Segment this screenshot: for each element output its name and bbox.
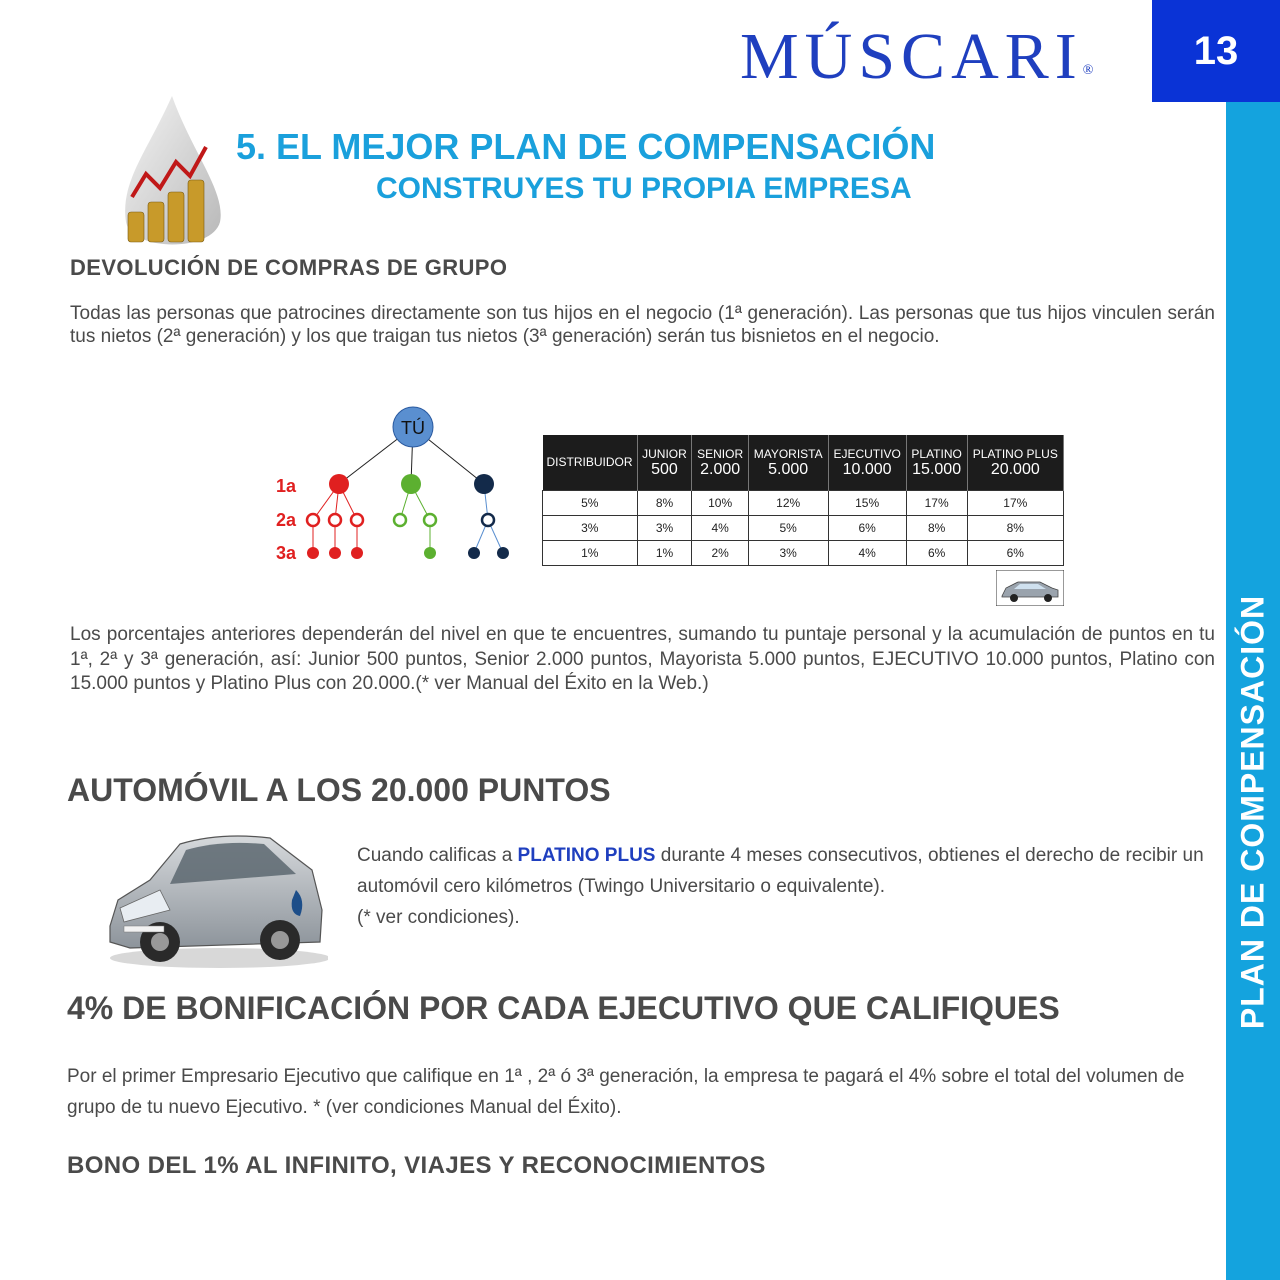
table-cell: 5% <box>748 515 828 540</box>
section-paragraph-generations: Todas las personas que patrocines directamente son tus hijos en el negocio (1ª generación). Las personas que tus hijos vinculen serán tus nietos (2ª generación) y los que traigan tus nietos (3ª generación) serán tus bisnietos en el negocio. <box>70 303 1215 347</box>
small-car-icon <box>996 570 1064 606</box>
tree-node <box>401 474 421 494</box>
car-conditions-note: (* ver condiciones). <box>357 907 520 928</box>
table-cell: 3% <box>748 540 828 565</box>
tree-node <box>351 514 363 526</box>
table-cell: 12% <box>748 490 828 515</box>
tree-level-1: 1a <box>275 476 296 496</box>
tree-node <box>394 514 406 526</box>
car-text-after: durante 4 meses consecutivos, obtienes el derecho de recibir un automóvil cero kilómetros (Twingo Universitario o equivalente). <box>357 845 1204 897</box>
page-number: 13 <box>1152 0 1280 102</box>
car-description <box>357 840 1207 933</box>
tree-node <box>497 547 509 559</box>
section-heading-car: AUTOMÓVIL A LOS 20.000 PUNTOS <box>67 772 611 808</box>
section-heading-bonus: 4% DE BONIFICACIÓN POR CADA EJECUTIVO QUE CALIFIQUES <box>67 990 1060 1026</box>
table-cell: 17% <box>906 490 967 515</box>
table-header-platino: PLATINO 15.000 <box>906 435 967 490</box>
table-cell: 6% <box>906 540 967 565</box>
table-header-mayorista: MAYORISTA 5.000 <box>748 435 828 490</box>
tree-node <box>307 514 319 526</box>
car-text-before: Cuando calificas a <box>357 845 518 866</box>
table-cell: 10% <box>692 490 748 515</box>
table-cell: 3% <box>543 515 638 540</box>
table-row <box>543 540 1064 565</box>
tree-level-3: 3a <box>275 543 296 563</box>
table-header-distribuidor: DISTRIBUIDOR <box>543 435 638 490</box>
tree-node <box>307 547 319 559</box>
table-cell: 8% <box>906 515 967 540</box>
page-subtitle: CONSTRUYES TU PROPIA EMPRESA <box>376 172 912 205</box>
tree-node <box>329 474 349 494</box>
table-cell: 6% <box>828 515 906 540</box>
table-cell: 1% <box>543 540 638 565</box>
coins-growth-icon <box>112 92 232 252</box>
side-banner-label: PLAN DE COMPENSACIÓN <box>1234 594 1271 1030</box>
compensation-table <box>542 435 1064 566</box>
tree-root-label: TÚ <box>401 418 425 438</box>
table-cell: 5% <box>543 490 638 515</box>
tree-node <box>329 547 341 559</box>
table-cell: 4% <box>828 540 906 565</box>
tree-node <box>424 547 436 559</box>
section-heading-infinite-bonus: BONO DEL 1% AL INFINITO, VIAJES Y RECONOCIMIENTOS <box>67 1152 766 1179</box>
table-header-platino-plus: PLATINO PLUS 20.000 <box>967 435 1063 490</box>
table-header-junior: JUNIOR 500 <box>637 435 692 490</box>
tree-node <box>329 514 341 526</box>
section-note-levels: Los porcentajes anteriores dependerán del nivel en que te encuentres, sumando tu puntaje personal y la acumulación de puntos en tu 1ª, 2ª y 3ª generación, así: Junior 500 puntos, Senior 2.000 puntos, Mayorista 5.000 puntos, EJECUTIVO 10.000 puntos, Platino con 15.000 puntos y Platino Plus con 20.000.(* ver Manual del Éxito en la Web.) <box>70 624 1215 694</box>
table-cell: 17% <box>967 490 1063 515</box>
tree-node <box>468 547 480 559</box>
table-header-senior: SENIOR 2.000 <box>692 435 748 490</box>
table-cell: 15% <box>828 490 906 515</box>
tree-node <box>482 514 494 526</box>
platino-plus-highlight: PLATINO PLUS <box>517 845 656 866</box>
table-cell: 3% <box>637 515 692 540</box>
table-cell: 8% <box>637 490 692 515</box>
tree-node <box>474 474 494 494</box>
table-cell: 8% <box>967 515 1063 540</box>
car-image <box>100 830 328 970</box>
side-banner <box>1226 102 1280 1280</box>
table-row <box>543 515 1064 540</box>
table-cell: 6% <box>967 540 1063 565</box>
page-title: 5. EL MEJOR PLAN DE COMPENSACIÓN <box>236 126 936 167</box>
tree-node <box>424 514 436 526</box>
table-row <box>543 490 1064 515</box>
tree-level-2: 2a <box>275 510 296 530</box>
table-cell: 1% <box>637 540 692 565</box>
section-paragraph-bonus: Por el primer Empresario Ejecutivo que califique en 1ª , 2ª ó 3ª generación, la empresa te pagará el 4% sobre el total del volumen de grupo de tu nuevo Ejecutivo. * (ver condiciones Manual del Éxito). <box>67 1066 1185 1118</box>
generation-tree-diagram <box>262 405 522 570</box>
table-cell: 2% <box>692 540 748 565</box>
tree-node <box>351 547 363 559</box>
brand-logo: MÚSCARI® <box>740 20 1094 93</box>
section-heading-group-returns: DEVOLUCIÓN DE COMPRAS DE GRUPO <box>70 255 508 280</box>
table-cell: 4% <box>692 515 748 540</box>
table-header-ejecutivo: EJECUTIVO 10.000 <box>828 435 906 490</box>
